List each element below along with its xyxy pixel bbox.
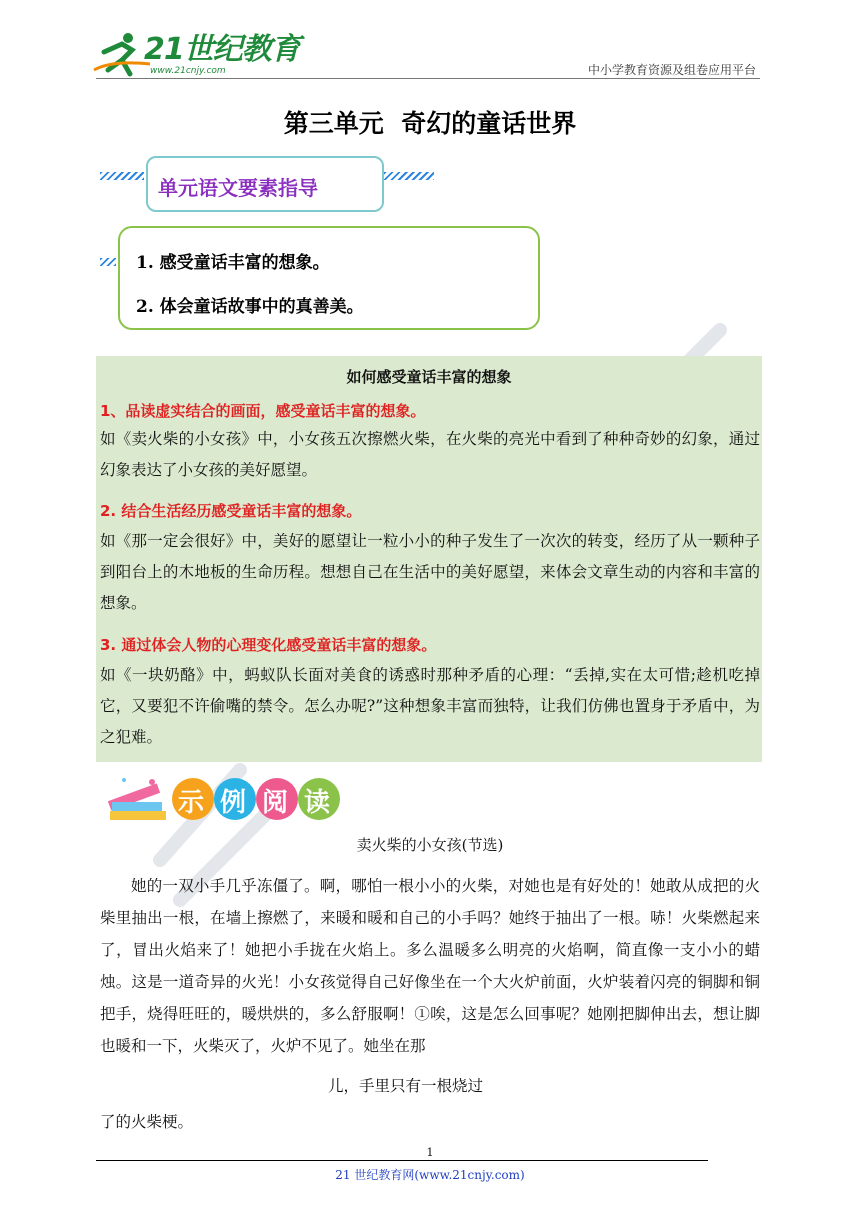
method-text-2: 如《那一定会很好》中，美好的愿望让一粒小小的种子发生了一次次的转变，经历了从一颗种子到阳台上的木地板的生命历程。想想自己在生活中的美好愿望，来体会文章生动的内容和丰富的想象。 bbox=[100, 532, 760, 612]
page-number: 1 bbox=[426, 1146, 434, 1159]
method-heading-2: 2. 结合生活经历感受童话丰富的想象。 bbox=[100, 502, 362, 520]
header-divider bbox=[96, 78, 760, 79]
story-line-3: 了的火柴梗。 bbox=[100, 1113, 194, 1131]
method-heading-1: 1、品读虚实结合的画面，感受童话丰富的想象。 bbox=[100, 402, 426, 420]
logo-text: 21世纪教育 bbox=[144, 32, 300, 67]
guide-point-1: 1. 感受童话丰富的想象。 bbox=[136, 253, 330, 273]
method-text-3: 如《一块奶酪》中，蚂蚁队长面对美食的诱惑时那种矛盾的心理：“丢掉,实在太可惜;趁机吃掉它，又要犯不许偷嘴的禁令。怎么办呢?”这种想象丰富而独特，让我们仿佛也置身于矛盾中，为之犯难。 bbox=[100, 666, 760, 746]
story-paragraph: 她的一双小手几乎冻僵了。啊，哪怕一根小小的火柴，对她也是有好处的！她敢从成把的火柴里抽出一根，在墙上擦燃了，来暖和暖和自己的小手吗？她终于抽出了一根。哧！火柴燃起来了，冒出火焰来了！她把小手拢在火焰上。多么温暖多么明亮的火焰啊，简直像一支小小的蜡烛。这是一道奇异的火光！小女孩觉得自己好像坐在一个大火炉前面，火炉装着闪亮的铜脚和铜把手，烧得旺旺的，暖烘烘的，多么舒服啊！①唉，这是怎么回事呢？她刚把脚伸出去，想让脚也暖和一下，火柴灭了，火炉不见了。她坐在那 bbox=[100, 877, 760, 1055]
platform-name: 中小学教育资源及组卷应用平台 bbox=[587, 63, 756, 77]
story-line-2: 儿，手里只有一根烧过 bbox=[328, 1077, 484, 1095]
logo-runner-icon bbox=[92, 30, 152, 78]
method-text-1: 如《卖火柴的小女孩》中，小女孩五次擦燃火柴，在火柴的亮光中看到了种种奇妙的幻象，通过幻象表达了小女孩的美好愿望。 bbox=[100, 430, 760, 479]
page-title: 第三单元 奇幻的童话世界 bbox=[283, 109, 577, 138]
decorative-hatch-left bbox=[100, 172, 144, 180]
sample-banner-text: 示例阅读 bbox=[178, 788, 347, 818]
decorative-hatch-right bbox=[384, 172, 434, 180]
decorative-hatch-points bbox=[100, 258, 116, 266]
method-heading-3: 3. 通过体会人物的心理变化感受童话丰富的想象。 bbox=[100, 636, 437, 654]
guide-heading: 单元语文要素指导 bbox=[158, 176, 318, 200]
footer-site: 21 世纪教育网(www.21cnjy.com) bbox=[335, 1168, 525, 1182]
footer-divider bbox=[96, 1160, 708, 1161]
guide-point-2: 2. 体会童话故事中的真善美。 bbox=[136, 297, 364, 317]
method-title: 如何感受童话丰富的想象 bbox=[346, 368, 512, 386]
sample-title: 卖火柴的小女孩(节选) bbox=[356, 836, 504, 854]
logo-url: www.21cnjy.com bbox=[150, 66, 226, 76]
